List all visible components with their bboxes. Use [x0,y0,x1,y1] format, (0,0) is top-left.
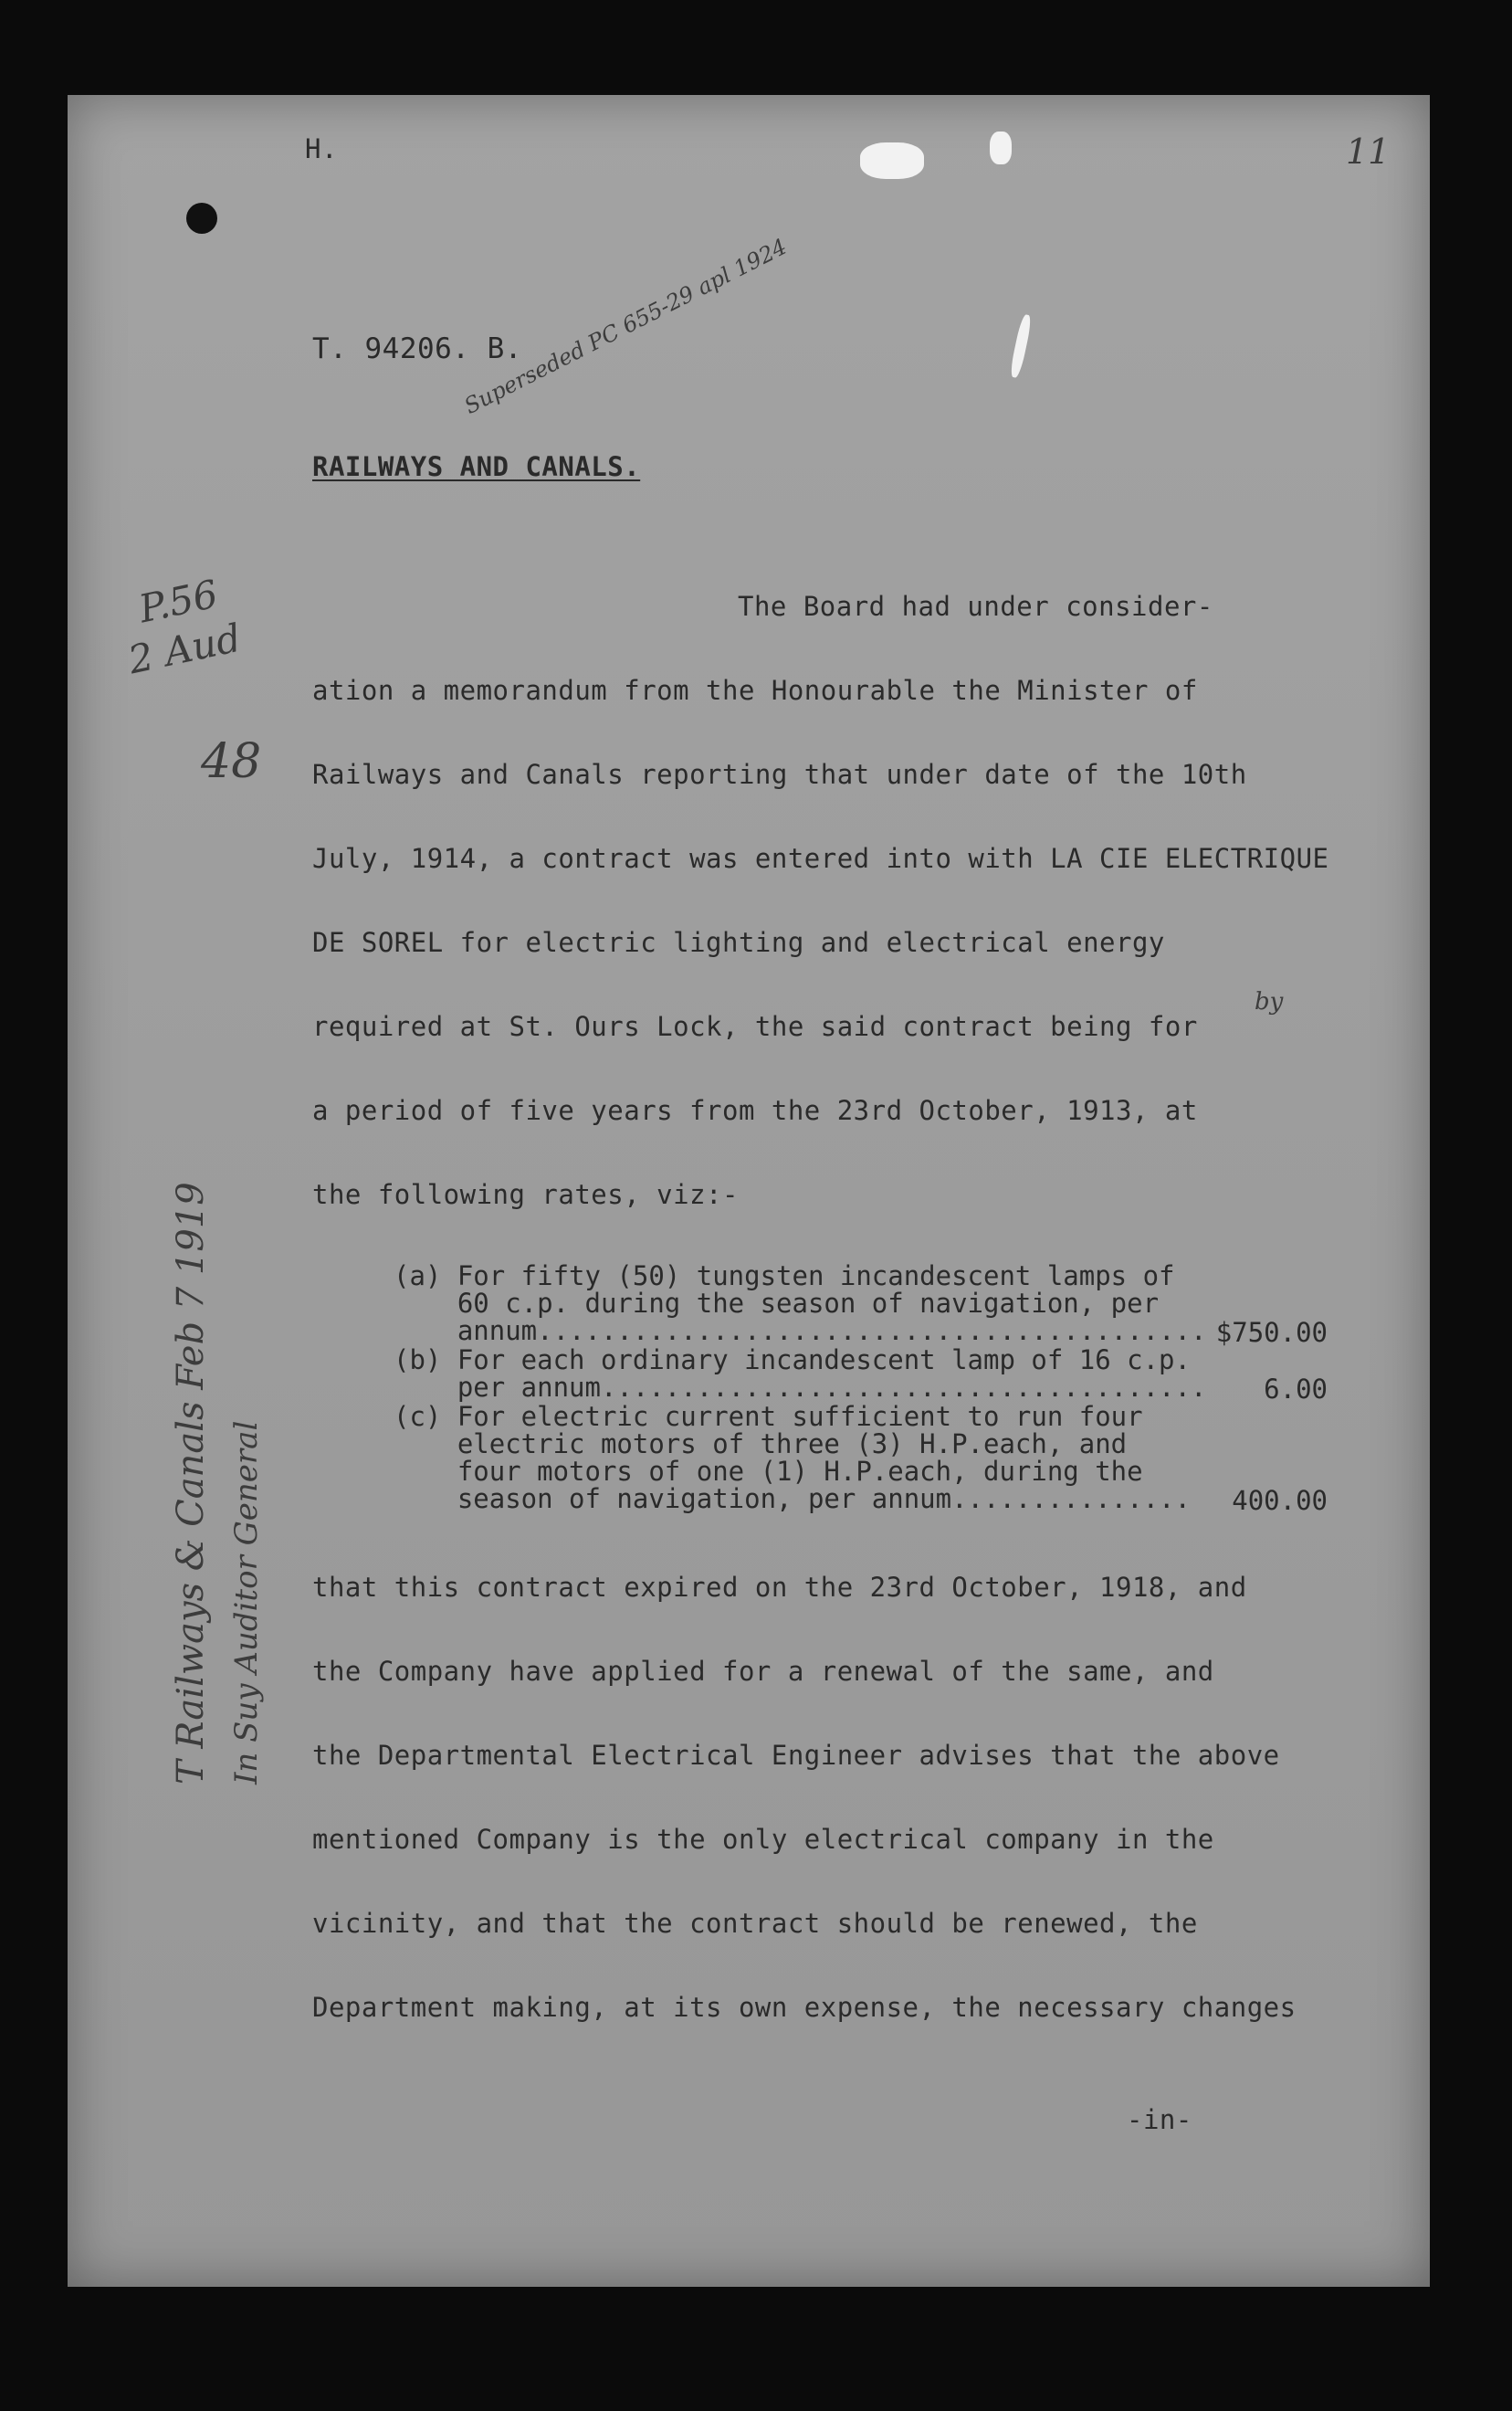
rate-amount-c: 400.00 [1232,1485,1328,1516]
stamp-note: Superseded PC 655-29 apl 1924 [460,233,792,419]
body-line: required at St. Ours Lock, the said contract being for [312,1011,1198,1042]
document-page [68,95,1430,2287]
body-line: mentioned Company is the only electrical company in the [312,1824,1214,1855]
document-title: RAILWAYS AND CANALS. [312,451,641,482]
margin-note: 48 [201,734,262,789]
margin-note: P.56 [134,571,222,632]
rate-item-b: (b) For each ordinary incandescent lamp of 16 c.p. per annum...................................... [394,1344,1207,1403]
body-line: vicinity, and that the contract should be renewed, the [312,1908,1198,1939]
rate-item-a: (a) For fifty (50) tungsten incandescent lamps of 60 c.p. during the season of navigation, per annum.......................................... [394,1260,1207,1346]
margin-note: 2 Aud [124,615,246,683]
catchword: -in- [1127,2104,1192,2135]
body-line: Railways and Canals reporting that under date of the 10th [312,759,1247,790]
body-line: ation a memorandum from the Honourable the Minister of [312,675,1198,706]
margin-note: T Railways & Canals Feb 7 1919 [170,1182,212,1785]
blot-mark [860,142,924,179]
page-letter: H. [305,133,338,164]
margin-note: In Suy Auditor General [228,1420,265,1785]
body-line: Department making, at its own expense, the necessary changes [312,1992,1297,2023]
rate-amount-b: 6.00 [1264,1374,1328,1405]
body-line: the Company have applied for a renewal of the same, and [312,1656,1214,1687]
body-line: DE SOREL for electric lighting and electrical energy [312,927,1165,958]
body-line: a period of five years from the 23rd October, 1913, at [312,1095,1198,1126]
body-line: that this contract expired on the 23rd October, 1918, and [312,1572,1247,1603]
body-line: July, 1914, a contract was entered into with LA CIE ELECTRIQUE [312,843,1329,874]
inserted-word: by [1255,988,1284,1016]
blot-mark [1009,314,1033,379]
body-line: the Departmental Electrical Engineer advises that the above [312,1740,1280,1771]
blot-mark [990,132,1012,164]
body-line: the following rates, viz:- [312,1179,739,1210]
reference-number: T. 94206. B. [312,332,522,365]
rate-amount-a: $750.00 [1215,1317,1328,1348]
punch-hole [186,203,217,234]
body-line: The Board had under consider- [738,591,1213,622]
folio-number: 11 [1346,132,1391,172]
rate-item-c: (c) For electric current sufficient to run four electric motors of three (3) H.P.each, and four motors of one (1) H.P.each, during the season of navigation, per annum............... [394,1401,1191,1514]
